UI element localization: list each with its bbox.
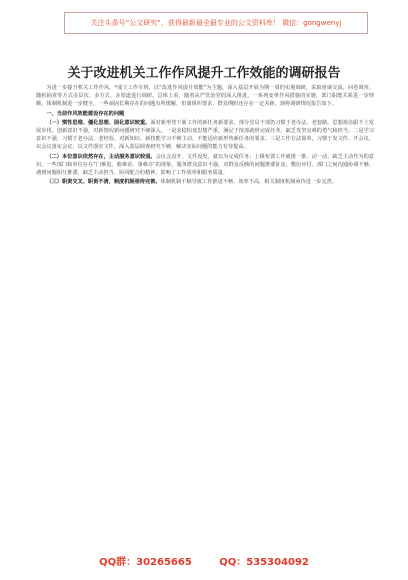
subsection-2 — [36, 153, 374, 178]
subsection-2-heading: （二）本位意识依然存在，主动服务意识较弱。 — [46, 153, 156, 160]
subsection-1-heading: （一）惯性思维、僵化思想、固化意识较重。 — [46, 119, 151, 126]
header-banner: 关注头条号“公文研究”，获得最新最全最专业的公文资料库！ 微信：gongwenyj — [64, 12, 368, 34]
subsection-1 — [36, 119, 374, 152]
intro-paragraph: 为进一步提升机关工作作风，*成立工作专班，以“改进作风提升效能”为主题，深入基层开展为期一周的实地调研，采取座谈交流、问卷调查、随机抽查等方式多层次、多方式、多渠道进行调研。总体上看，随着从严管治党的深入推进，一系列变革作风措施的实施，部门职能关系进一步理顺，体制机制进一步健全，一些顽固长期存在的问题有所缓解，但离组织要求、群众期盼还存在一定差距。现将调研情况报告如下。 — [36, 85, 374, 108]
footer-contact — [0, 553, 408, 568]
subsection-3 — [36, 178, 374, 186]
subsection-3-body: 体制机制不顺导致工作推进不畅、效率不高，相关制度机制亟待进一步完善。 — [160, 179, 337, 186]
subsection-2-body: 会议会没开，文件没发，就以为完成任务；上级布置工作就推一推、动一动，缺乏主动作为的意识。一些部门和单位存在“门难进、脸难看、事难办”的现象，服务群众意识不强，对群众反映的问题推诿扯皮、敷衍应付。部门之间沟通协调不够，遇到问题相互推诿，缺乏主动担当、协同配合的精神，影响了工作效率和服务质量。 — [36, 153, 374, 177]
section-heading: 一、当前作风效能建设存在的问题 — [46, 110, 125, 117]
subsection-3-heading: （三）职责交叉、职责不清，制度机制亟待完善。 — [46, 179, 161, 186]
document-body — [36, 84, 374, 186]
document-title: 关于改进机关工作作风提升工作效能的调研报告 — [67, 66, 341, 81]
qq-group-text: QQ群：30265665 — [99, 557, 192, 568]
qq-number-text: QQ：535304092 — [219, 557, 309, 568]
subsection-1-body: 面对新形势下新工作的新任务新要求，部分党员干部仍习惯于老办法、老套路，思想观念跟不上发展步伐，创新意识不强，对新情况新问题研究不够深入。一是求稳怕变思想严重，满足于按部就班完成任务，缺乏攻坚克难的勇气和担当。二是学习意识不强，习惯于老办法、老经验，对新知识、新技能学习不够主动，不能适应新形势新任务的要求。三是工作方法简单，习惯于发文件、开会议，以会议落实会议、以文件落实文件，深入基层调查研究不够，解决实际问题的能力有待提高。 — [36, 119, 374, 151]
